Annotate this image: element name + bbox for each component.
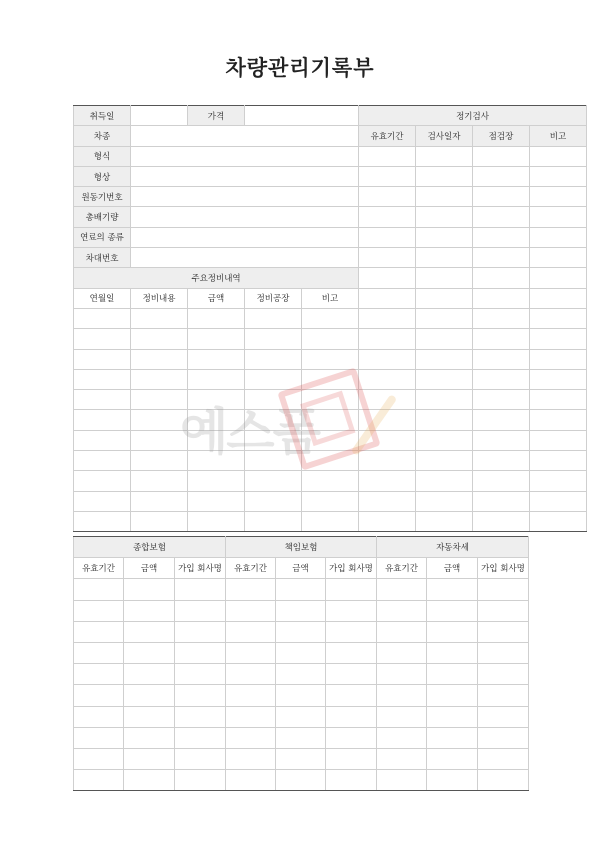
insurance-cell[interactable] [478, 727, 529, 748]
maintenance-cell[interactable] [131, 349, 188, 369]
model-field[interactable] [131, 146, 359, 166]
inspection-col-validity: 유효기간 [359, 126, 416, 146]
insurance-cell[interactable] [326, 727, 377, 748]
inspection-cell[interactable] [359, 390, 416, 410]
insurance-cell[interactable] [74, 642, 124, 663]
maintenance-cell[interactable] [188, 511, 245, 531]
fuel-type-field[interactable] [131, 227, 359, 247]
insurance-cell[interactable] [478, 706, 529, 727]
insurance-cell[interactable] [226, 621, 276, 642]
inspection-cell[interactable] [359, 349, 416, 369]
inspection-cell[interactable] [359, 288, 416, 308]
insurance-cell[interactable] [326, 664, 377, 685]
insurance-cell[interactable] [226, 664, 276, 685]
insurance-cell[interactable] [427, 642, 478, 663]
insurance-cell[interactable] [276, 706, 326, 727]
maintenance-cell[interactable] [74, 451, 131, 471]
maintenance-col-date: 연월일 [74, 288, 131, 308]
inspection-cell[interactable] [473, 166, 530, 186]
inspection-cell[interactable] [359, 369, 416, 389]
insurance-cell[interactable] [326, 748, 377, 769]
inspection-cell[interactable] [416, 451, 473, 471]
insurance-cell[interactable] [478, 600, 529, 621]
inspection-cell[interactable] [473, 329, 530, 349]
vehicle-type-field[interactable] [131, 126, 359, 146]
insurance-table [73, 536, 529, 791]
chassis-number-field[interactable] [131, 248, 359, 268]
insurance-cell[interactable] [175, 685, 226, 706]
maintenance-col-amount: 금액 [188, 288, 245, 308]
inspection-cell[interactable] [416, 268, 473, 288]
inspection-cell[interactable] [359, 410, 416, 430]
insurance-cell[interactable] [226, 685, 276, 706]
inspection-cell[interactable] [359, 491, 416, 511]
insurance-row [74, 685, 529, 706]
insurance-cell[interactable] [276, 748, 326, 769]
inspection-cell[interactable] [473, 430, 530, 450]
insurance-cell[interactable] [427, 621, 478, 642]
maintenance-cell[interactable] [74, 491, 131, 511]
insurance-cell[interactable] [74, 664, 124, 685]
insurance-cell[interactable] [74, 770, 124, 791]
vehicle-tax-heading: 자동차세 [377, 537, 529, 558]
maintenance-cell[interactable] [245, 471, 302, 491]
inspection-cell[interactable] [359, 308, 416, 328]
inspection-cell[interactable] [416, 369, 473, 389]
insurance-cell[interactable] [74, 579, 124, 600]
maintenance-cell[interactable] [302, 511, 359, 531]
insurance-cell[interactable] [377, 642, 427, 663]
maintenance-cell[interactable] [131, 511, 188, 531]
insurance-cell[interactable] [377, 621, 427, 642]
model-label: 형식 [74, 146, 131, 166]
inspection-cell[interactable] [530, 410, 587, 430]
insurance-cell[interactable] [478, 579, 529, 600]
inspection-cell[interactable] [416, 288, 473, 308]
insurance-cell[interactable] [276, 600, 326, 621]
insurance-cell[interactable] [124, 579, 175, 600]
maintenance-cell[interactable] [74, 430, 131, 450]
maintenance-col-shop: 정비공장 [245, 288, 302, 308]
maintenance-cell[interactable] [245, 369, 302, 389]
insurance-cell[interactable] [226, 642, 276, 663]
engine-number-field[interactable] [131, 187, 359, 207]
acquisition-date-field[interactable] [131, 106, 188, 126]
insurance-cell[interactable] [175, 770, 226, 791]
inspection-cell[interactable] [416, 146, 473, 166]
maintenance-cell[interactable] [188, 410, 245, 430]
maintenance-cell[interactable] [131, 329, 188, 349]
inspection-cell[interactable] [530, 430, 587, 450]
inspection-cell[interactable] [416, 491, 473, 511]
inspection-cell[interactable] [416, 227, 473, 247]
engine-number-label: 원동기번호 [74, 187, 131, 207]
maintenance-cell[interactable] [245, 410, 302, 430]
insurance-cell[interactable] [478, 642, 529, 663]
inspection-cell[interactable] [473, 410, 530, 430]
maintenance-cell[interactable] [74, 511, 131, 531]
inspection-cell[interactable] [473, 288, 530, 308]
maintenance-cell[interactable] [131, 369, 188, 389]
inspection-cell[interactable] [530, 248, 587, 268]
maintenance-cell[interactable] [74, 349, 131, 369]
maintenance-row [74, 451, 587, 471]
insurance-cell[interactable] [326, 621, 377, 642]
maintenance-row [74, 410, 587, 430]
inspection-cell[interactable] [473, 308, 530, 328]
maintenance-cell[interactable] [245, 430, 302, 450]
insurance-row [74, 600, 529, 621]
insurance-cell[interactable] [326, 685, 377, 706]
shape-field[interactable] [131, 166, 359, 186]
displacement-field[interactable] [131, 207, 359, 227]
maintenance-row [74, 491, 587, 511]
maintenance-row [74, 390, 587, 410]
comprehensive-insurance-heading: 종합보험 [74, 537, 226, 558]
maintenance-row [74, 430, 587, 450]
maintenance-cell[interactable] [188, 390, 245, 410]
insurance-cell[interactable] [427, 770, 478, 791]
insurance-cell[interactable] [226, 600, 276, 621]
insurance-cell[interactable] [326, 770, 377, 791]
acquisition-date-label: 취득일 [74, 106, 131, 126]
maintenance-cell[interactable] [188, 491, 245, 511]
maintenance-cell[interactable] [131, 451, 188, 471]
liability-insurance-heading: 책임보험 [226, 537, 377, 558]
inspection-cell[interactable] [359, 511, 416, 531]
insurance-cell[interactable] [326, 642, 377, 663]
insurance-col-validity: 유효기간 [226, 558, 276, 579]
insurance-col-amount: 금액 [124, 558, 175, 579]
insurance-cell[interactable] [124, 621, 175, 642]
insurance-col-company: 가입 회사명 [175, 558, 226, 579]
insurance-col-amount: 금액 [276, 558, 326, 579]
insurance-rows [74, 579, 529, 791]
insurance-row [74, 642, 529, 663]
maintenance-cell[interactable] [131, 471, 188, 491]
insurance-cell[interactable] [478, 685, 529, 706]
displacement-label: 총배기량 [74, 207, 131, 227]
insurance-cell[interactable] [175, 748, 226, 769]
insurance-cell[interactable] [326, 600, 377, 621]
insurance-cell[interactable] [124, 748, 175, 769]
maintenance-heading: 주요정비내역 [74, 268, 359, 288]
inspection-cell[interactable] [530, 349, 587, 369]
insurance-cell[interactable] [276, 685, 326, 706]
maintenance-row [74, 308, 587, 328]
maintenance-cell[interactable] [74, 329, 131, 349]
inspection-cell[interactable] [416, 410, 473, 430]
insurance-cell[interactable] [478, 748, 529, 769]
inspection-cell[interactable] [416, 166, 473, 186]
insurance-cell[interactable] [377, 685, 427, 706]
inspection-cell[interactable] [416, 329, 473, 349]
inspection-cell[interactable] [359, 248, 416, 268]
inspection-cell[interactable] [530, 187, 587, 207]
watermark-text: 예스폼 [180, 403, 319, 461]
maintenance-cell[interactable] [302, 369, 359, 389]
inspection-cell[interactable] [530, 329, 587, 349]
inspection-cell[interactable] [473, 207, 530, 227]
maintenance-cell[interactable] [302, 390, 359, 410]
inspection-cell[interactable] [416, 390, 473, 410]
insurance-cell[interactable] [377, 664, 427, 685]
maintenance-cell[interactable] [302, 491, 359, 511]
page-title: 차량관리기록부 [225, 56, 375, 80]
inspection-cell[interactable] [530, 227, 587, 247]
inspection-cell[interactable] [530, 268, 587, 288]
maintenance-row [74, 471, 587, 491]
inspection-cell[interactable] [416, 248, 473, 268]
insurance-cell[interactable] [427, 664, 478, 685]
insurance-row [74, 770, 529, 791]
insurance-cell[interactable] [478, 664, 529, 685]
insurance-cell[interactable] [74, 748, 124, 769]
inspection-cell[interactable] [473, 390, 530, 410]
vehicle-type-label: 차종 [74, 126, 131, 146]
insurance-cell[interactable] [175, 621, 226, 642]
maintenance-cell[interactable] [131, 410, 188, 430]
insurance-cell[interactable] [427, 600, 478, 621]
inspection-cell[interactable] [473, 349, 530, 369]
insurance-cell[interactable] [226, 748, 276, 769]
insurance-cell[interactable] [276, 642, 326, 663]
maintenance-row [74, 511, 587, 531]
insurance-cell[interactable] [326, 706, 377, 727]
insurance-cell[interactable] [226, 579, 276, 600]
inspection-cell[interactable] [359, 146, 416, 166]
maintenance-cell[interactable] [74, 390, 131, 410]
maintenance-cell[interactable] [302, 410, 359, 430]
insurance-cell[interactable] [74, 600, 124, 621]
maintenance-cell[interactable] [245, 329, 302, 349]
inspection-cell[interactable] [473, 491, 530, 511]
insurance-cell[interactable] [124, 600, 175, 621]
maintenance-cell[interactable] [131, 390, 188, 410]
inspection-cell[interactable] [359, 207, 416, 227]
insurance-cell[interactable] [175, 664, 226, 685]
insurance-cell[interactable] [276, 727, 326, 748]
inspection-cell[interactable] [530, 308, 587, 328]
maintenance-cell[interactable] [302, 451, 359, 471]
inspection-cell[interactable] [473, 511, 530, 531]
maintenance-cell[interactable] [245, 390, 302, 410]
maintenance-cell[interactable] [188, 451, 245, 471]
insurance-cell[interactable] [175, 727, 226, 748]
inspection-cell[interactable] [416, 511, 473, 531]
maintenance-cell[interactable] [131, 430, 188, 450]
inspection-cell[interactable] [473, 451, 530, 471]
insurance-row [74, 579, 529, 600]
maintenance-cell[interactable] [131, 308, 188, 328]
inspection-cell[interactable] [530, 288, 587, 308]
insurance-col-company: 가입 회사명 [478, 558, 529, 579]
inspection-cell[interactable] [530, 511, 587, 531]
inspection-col-remarks: 비고 [530, 126, 587, 146]
maintenance-col-remarks: 비고 [302, 288, 359, 308]
inspection-col-date: 검사일자 [416, 126, 473, 146]
maintenance-cell[interactable] [74, 369, 131, 389]
inspection-cell[interactable] [530, 390, 587, 410]
insurance-col-company: 가입 회사명 [326, 558, 377, 579]
maintenance-cell[interactable] [188, 329, 245, 349]
maintenance-cell[interactable] [302, 329, 359, 349]
maintenance-cell[interactable] [302, 471, 359, 491]
maintenance-cell[interactable] [188, 430, 245, 450]
insurance-cell[interactable] [326, 579, 377, 600]
insurance-cell[interactable] [124, 770, 175, 791]
inspection-cell[interactable] [530, 491, 587, 511]
maintenance-cell[interactable] [245, 349, 302, 369]
price-field[interactable] [245, 106, 359, 126]
insurance-cell[interactable] [427, 579, 478, 600]
insurance-col-validity: 유효기간 [377, 558, 427, 579]
insurance-cell[interactable] [276, 664, 326, 685]
maintenance-cell[interactable] [188, 349, 245, 369]
inspection-cell[interactable] [473, 146, 530, 166]
insurance-cell[interactable] [74, 727, 124, 748]
insurance-cell[interactable] [478, 621, 529, 642]
inspection-heading: 정기검사 [359, 106, 587, 126]
inspection-cell[interactable] [530, 146, 587, 166]
maintenance-row [74, 349, 587, 369]
insurance-row [74, 664, 529, 685]
insurance-cell[interactable] [276, 579, 326, 600]
inspection-cell[interactable] [359, 430, 416, 450]
vehicle-record-sheet [73, 105, 587, 532]
inspection-cell[interactable] [530, 166, 587, 186]
maintenance-cell[interactable] [188, 369, 245, 389]
insurance-cell[interactable] [427, 748, 478, 769]
insurance-row [74, 621, 529, 642]
vehicle-info-table [73, 105, 587, 532]
inspection-cell[interactable] [473, 268, 530, 288]
maintenance-cell[interactable] [188, 308, 245, 328]
inspection-cell[interactable] [359, 471, 416, 491]
insurance-cell[interactable] [427, 685, 478, 706]
maintenance-cell[interactable] [74, 410, 131, 430]
insurance-cell[interactable] [427, 706, 478, 727]
insurance-cell[interactable] [478, 770, 529, 791]
shape-label: 형상 [74, 166, 131, 186]
inspection-cell[interactable] [416, 349, 473, 369]
insurance-cell[interactable] [377, 770, 427, 791]
inspection-cell[interactable] [416, 471, 473, 491]
insurance-cell[interactable] [175, 642, 226, 663]
inspection-cell[interactable] [530, 451, 587, 471]
inspection-cell[interactable] [359, 268, 416, 288]
insurance-cell[interactable] [175, 579, 226, 600]
maintenance-row [74, 369, 587, 389]
maintenance-cell[interactable] [245, 451, 302, 471]
maintenance-cell[interactable] [302, 430, 359, 450]
inspection-cell[interactable] [530, 207, 587, 227]
fuel-type-label: 연료의 종류 [74, 227, 131, 247]
inspection-cell[interactable] [359, 329, 416, 349]
insurance-col-validity: 유효기간 [74, 558, 124, 579]
insurance-row [74, 748, 529, 769]
insurance-cell[interactable] [124, 706, 175, 727]
inspection-cell[interactable] [530, 471, 587, 491]
insurance-cell[interactable] [124, 664, 175, 685]
insurance-cell[interactable] [377, 748, 427, 769]
insurance-cell[interactable] [276, 621, 326, 642]
maintenance-rows [74, 308, 587, 531]
insurance-cell[interactable] [124, 642, 175, 663]
inspection-cell[interactable] [416, 207, 473, 227]
maintenance-col-content: 정비내용 [131, 288, 188, 308]
maintenance-cell[interactable] [245, 491, 302, 511]
insurance-cell[interactable] [124, 727, 175, 748]
inspection-cell[interactable] [416, 430, 473, 450]
inspection-cell[interactable] [359, 187, 416, 207]
inspection-cell[interactable] [359, 166, 416, 186]
insurance-cell[interactable] [74, 706, 124, 727]
insurance-cell[interactable] [175, 600, 226, 621]
maintenance-cell[interactable] [245, 511, 302, 531]
insurance-cell[interactable] [427, 727, 478, 748]
maintenance-cell[interactable] [74, 471, 131, 491]
insurance-cell[interactable] [377, 600, 427, 621]
insurance-cell[interactable] [74, 621, 124, 642]
maintenance-cell[interactable] [245, 308, 302, 328]
inspection-cell[interactable] [473, 227, 530, 247]
inspection-cell[interactable] [473, 471, 530, 491]
maintenance-cell[interactable] [302, 349, 359, 369]
insurance-cell[interactable] [74, 685, 124, 706]
insurance-row [74, 727, 529, 748]
insurance-cell[interactable] [175, 706, 226, 727]
maintenance-cell[interactable] [74, 308, 131, 328]
insurance-cell[interactable] [377, 579, 427, 600]
inspection-cell[interactable] [359, 227, 416, 247]
maintenance-cell[interactable] [131, 491, 188, 511]
maintenance-cell[interactable] [188, 471, 245, 491]
insurance-cell[interactable] [226, 770, 276, 791]
insurance-cell[interactable] [226, 727, 276, 748]
insurance-cell[interactable] [124, 685, 175, 706]
maintenance-row [74, 329, 587, 349]
inspection-cell[interactable] [416, 187, 473, 207]
maintenance-cell[interactable] [302, 308, 359, 328]
inspection-cell[interactable] [530, 369, 587, 389]
insurance-col-amount: 금액 [427, 558, 478, 579]
insurance-cell[interactable] [276, 770, 326, 791]
chassis-number-label: 차대번호 [74, 248, 131, 268]
inspection-col-station: 점검장 [473, 126, 530, 146]
inspection-cell[interactable] [359, 451, 416, 471]
insurance-cell[interactable] [377, 706, 427, 727]
inspection-cell[interactable] [416, 308, 473, 328]
price-label: 가격 [188, 106, 245, 126]
insurance-row [74, 706, 529, 727]
insurance-cell[interactable] [226, 706, 276, 727]
inspection-cell[interactable] [473, 369, 530, 389]
inspection-cell[interactable] [473, 248, 530, 268]
inspection-cell[interactable] [473, 187, 530, 207]
insurance-cell[interactable] [377, 727, 427, 748]
